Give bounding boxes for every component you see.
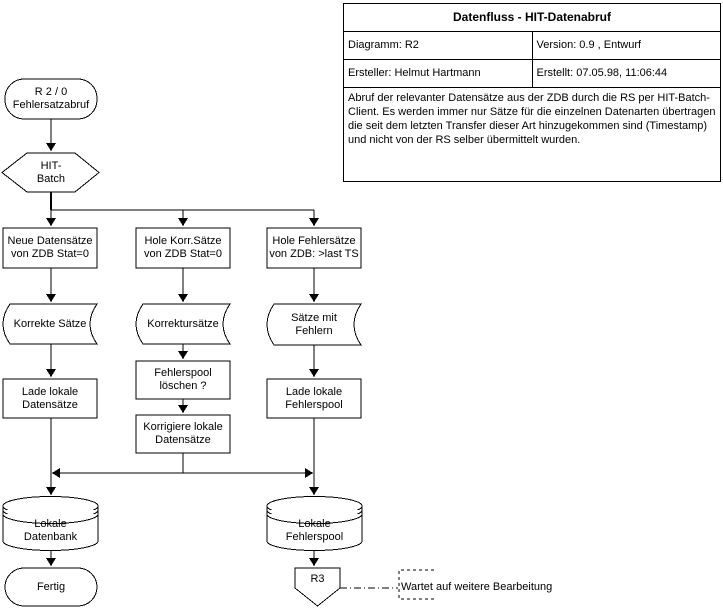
database-lokale-datenbank-label: Lokale Datenbank [23,517,78,543]
diagram-title: Datenfluss - HIT-Datenabruf [344,4,720,32]
database-lokale-fehlerspool-shape [267,497,362,551]
process-neue-datensaetze-shape [3,228,97,268]
stored-data-saetze-mit-fehlern-label: Sätze mit Fehlern [291,311,337,337]
process-fehlerspool-loeschen-shape [136,361,230,399]
process-hole-korr-saetze-shape [136,228,230,268]
author-cell: Ersteller: Helmut Hartmann [344,60,533,87]
process-lade-lokale-fehlerspool-shape [267,379,361,418]
created-cell: Erstellt: 07.05.98, 11:06:44 [536,67,668,79]
process-korrigiere-lokale-datensaetze-label: Korrigiere lokale Datensätze [143,421,223,446]
offpage-connector-r3-label: R3 [310,572,325,585]
process-korrigiere-lokale-datensaetze-shape [136,415,230,453]
stored-data-korrektursaetze-label: Korrektursätze [147,317,219,330]
stored-data-saetze-mit-fehlern-shape [267,304,361,345]
database-lokale-fehlerspool-label: Lokale Fehlerspool [285,517,344,543]
stored-data-korrekte-saetze-label: Korrekte Sätze [13,317,87,330]
process-fehlerspool-loeschen-label: Fehlerspool löschen ? [154,367,212,392]
process-hole-korr-saetze-label: Hole Korr.Sätze von ZDB Stat=0 [144,235,222,260]
preparation-hit-batch-shape [2,153,99,192]
terminator-fertig-label: Fertig [36,580,66,593]
preparation-hit-batch-label: HIT- Batch [36,159,66,185]
terminator-fertig-shape [5,568,97,606]
process-lade-lokale-datensaetze-label: Lade lokale Datensätze [21,385,79,411]
terminator-start-shape [5,79,97,119]
annotation-bracket [399,570,434,599]
process-lade-lokale-datensaetze-shape [3,379,97,418]
terminator-start-label: R 2 / 0 Fehlersatzabruf [12,86,90,111]
database-lokale-datenbank-shape [3,497,98,551]
stored-data-korrektursaetze-shape [136,304,230,344]
annotation-text: Wartet auf weitere Bearbeitung [401,580,553,593]
process-hole-fehlersaetze-shape [267,228,361,268]
process-neue-datensaetze-label: Neue Datensätze von ZDB Stat=0 [7,235,93,260]
offpage-connector-r3-shape [295,568,340,606]
process-lade-lokale-fehlerspool-label: Lade lokale Fehlerspool [285,385,343,411]
title-block [343,3,721,182]
diagram-id-cell: Diagramm: R2 [344,32,533,59]
process-hole-fehlersaetze-label: Hole Fehlersätze von ZDB: >last TS [269,235,359,260]
stored-data-korrekte-saetze-shape [3,304,97,344]
description-cell: Abruf der relevanter Datensätze aus der ZDB durch die RS per HIT-Batch-Client. Es werden immer nur Sätze für die einzelnen Datenarten übertragen die seit dem letzten Transfer dieser Art hinzugekommen sind (Timestamp) und nicht von der RS selber übermittelt wurden. [348,92,716,146]
version-cell: Version: 0.9 , Entwurf [536,39,642,51]
